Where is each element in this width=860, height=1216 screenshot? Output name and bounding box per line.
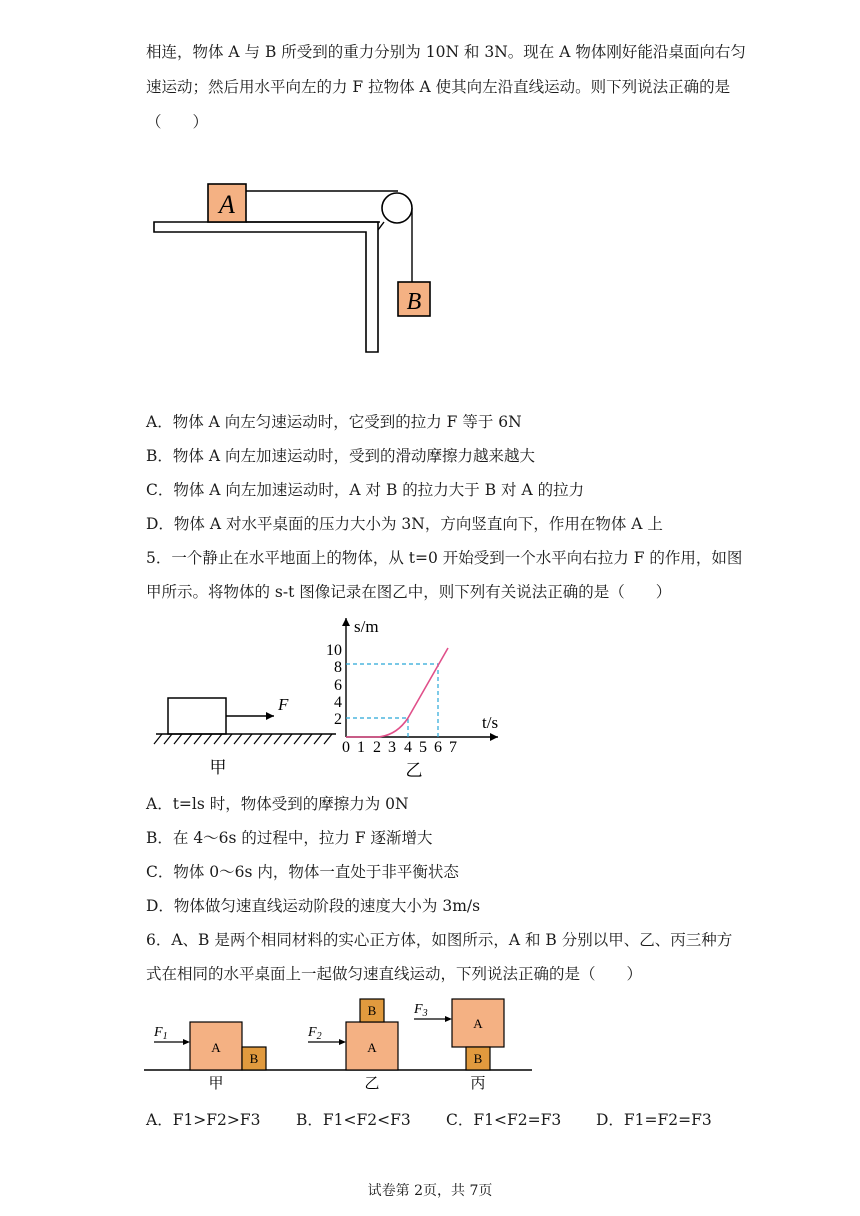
- x-tick: 5: [419, 739, 427, 756]
- q5-option-b: B．在 4～6s 的过程中，拉力 F 逐渐增大: [146, 829, 433, 847]
- q5-text-line-2: 甲所示。将物体的 s-t 图像记录在图乙中，则下列有关说法正确的是（ ）: [146, 583, 672, 601]
- dashed-guides: [346, 664, 438, 737]
- y-axis-label: s/m: [354, 617, 379, 636]
- force-arrow-head: [339, 1039, 346, 1045]
- block-b-label: B: [473, 1051, 483, 1066]
- q6-option-d: D．F1=F2=F3: [596, 1111, 712, 1129]
- x-axis-arrow: [490, 733, 498, 741]
- q4-text-line-1: 相连，物体 A 与 B 所受到的重力分别为 10N 和 3N。现在 A 物体刚好能沿桌面向右匀: [146, 43, 746, 61]
- x-tick: 1: [357, 739, 365, 756]
- block-a-label: A: [211, 1040, 221, 1055]
- x-tick: 2: [373, 739, 381, 756]
- x-tick: 4: [404, 739, 412, 756]
- force-label-f2: $F_2$: [308, 1025, 322, 1042]
- caption-yi: 乙: [405, 761, 423, 780]
- arrangement-jia: [153, 1022, 266, 1092]
- force-label-f3: $F_3$: [414, 1002, 428, 1019]
- q4-text-line-2: 速运动；然后用水平向左的力 F 拉物体 A 使其向左沿直线运动。则下列说法正确的是: [146, 78, 731, 96]
- q5-option-c: C．物体 0～6s 内，物体一直处于非平衡状态: [146, 863, 459, 881]
- st-curve: [346, 648, 448, 737]
- q5-st-graph: [322, 612, 512, 782]
- q6-text-line-1: 6．A、B 是两个相同材料的实心正方体，如图所示，A 和 B 分别以甲、乙、丙三种方: [146, 931, 733, 949]
- table-outline: [154, 222, 378, 352]
- q4-option-a: A．物体 A 向左匀速运动时，它受到的拉力 F 等于 6N: [146, 413, 522, 431]
- q5-text-line-1: 5．一个静止在水平地面上的物体，从 t=0 开始受到一个水平向右拉力 F 的作用，如图: [146, 549, 743, 567]
- q6-option-c: C．F1<F2=F3: [446, 1111, 562, 1129]
- q6-option-b: B．F1<F2<F3: [296, 1111, 411, 1129]
- force-arrow-head: [183, 1039, 190, 1045]
- force-label: F: [278, 695, 289, 714]
- pulley-mount: [378, 222, 384, 230]
- pulley: [382, 193, 412, 223]
- label-yi: 乙: [364, 1076, 380, 1092]
- q5-option-d: D．物体做匀速直线运动阶段的速度大小为 3m/s: [146, 897, 481, 915]
- y-tick: 2: [334, 711, 342, 728]
- q6-figure: [144, 995, 534, 1095]
- x-axis-label: t/s: [482, 713, 499, 732]
- q6-option-a: A．F1>F2>F3: [146, 1111, 261, 1129]
- q4-option-d: D．物体 A 对水平桌面的压力大小为 3N，方向竖直向下，作用在物体 A 上: [146, 515, 663, 533]
- q4-option-c: C．物体 A 向左加速运动时，A 对 B 的拉力大于 B 对 A 的拉力: [146, 481, 585, 499]
- caption-jia: 甲: [209, 758, 227, 777]
- ground-hatching: [154, 734, 332, 744]
- label-jia: 甲: [208, 1076, 224, 1092]
- label-bing: 丙: [470, 1076, 486, 1092]
- block-a-label: A: [473, 1016, 483, 1031]
- q4-pulley-figure: [140, 170, 440, 360]
- y-tick: 8: [334, 659, 342, 676]
- x-tick: 0: [342, 739, 350, 756]
- q6-text-line-2: 式在相同的水平桌面上一起做匀速直线运动，下列说法正确的是（ ）: [146, 965, 643, 983]
- arrangement-bing: [413, 999, 504, 1092]
- page-footer: 试卷第 2页，共 7页: [367, 1183, 493, 1199]
- block-b-label: B: [406, 289, 422, 315]
- block-a-label: A: [367, 1040, 377, 1055]
- y-tick: 6: [334, 677, 342, 694]
- block-b-label: B: [249, 1051, 259, 1066]
- block-b-label: B: [367, 1003, 377, 1018]
- object-box: [168, 698, 226, 734]
- x-tick-labels: [342, 739, 457, 756]
- arrangement-yi: [307, 999, 398, 1092]
- y-tick: 10: [326, 642, 342, 659]
- y-tick-labels: [326, 642, 342, 728]
- x-tick: 6: [434, 739, 442, 756]
- x-tick: 7: [449, 739, 457, 756]
- y-axis-arrow: [342, 618, 350, 626]
- y-tick: 4: [334, 694, 342, 711]
- q4-option-b: B．物体 A 向左加速运动时，受到的滑动摩擦力越来越大: [146, 447, 535, 465]
- q5-figure-jia: [148, 690, 348, 790]
- block-a-label: A: [219, 190, 235, 219]
- x-tick: 3: [388, 739, 396, 756]
- q5-option-a: A．t=ls 时，物体受到的摩擦力为 0N: [146, 795, 409, 813]
- force-arrow-head: [266, 712, 274, 720]
- force-arrow-head: [445, 1016, 452, 1022]
- force-label-f1: $F_1$: [154, 1025, 168, 1042]
- q4-text-line-3: （ ）: [146, 113, 209, 131]
